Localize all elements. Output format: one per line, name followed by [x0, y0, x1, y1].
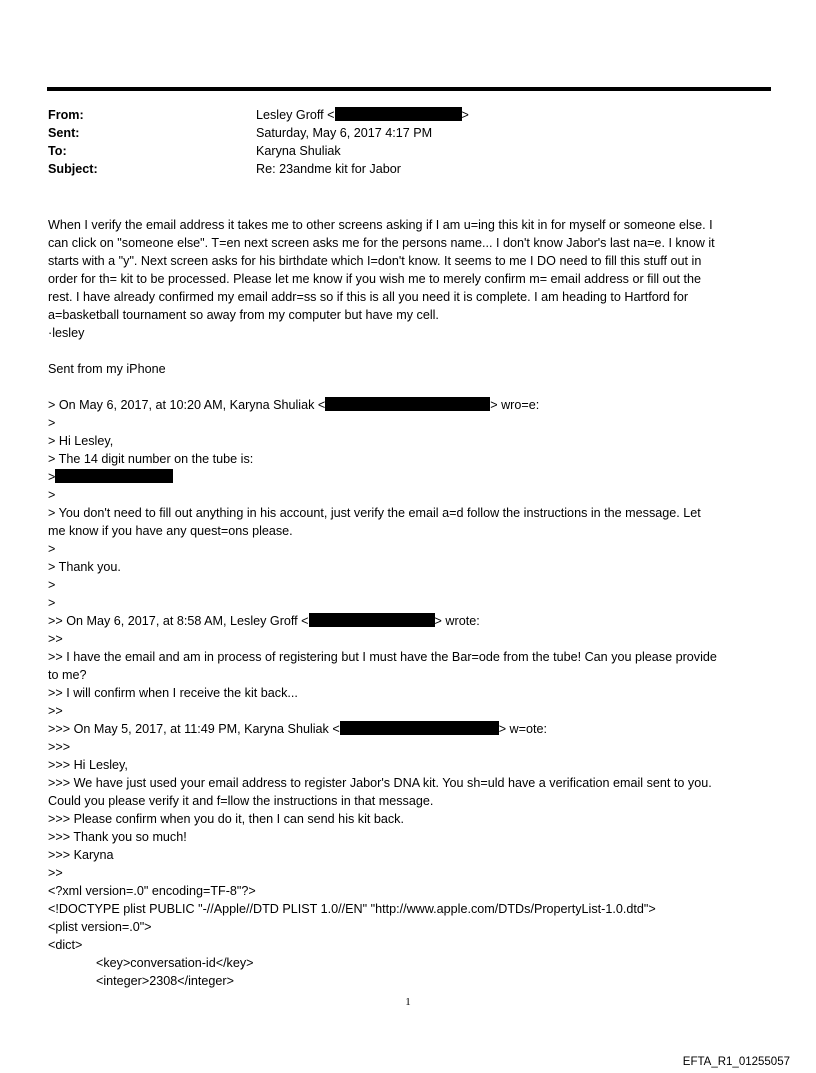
message-paragraph — [48, 216, 770, 342]
sent-label: Sent: — [48, 126, 80, 140]
body-line: When I verify the email address it takes me to other screens asking if I am u=ing this kit in for myself or someone else. I — [48, 218, 713, 232]
to-label: To: — [48, 144, 67, 158]
quote-line: me know if you have any quest=ons please. — [48, 524, 293, 538]
quote-line: >> I have the email and am in process of registering but I must have the Bar=ode from the tube! Can you please provide — [48, 650, 717, 664]
xml-line: <integer>2308</integer> — [96, 974, 234, 988]
quote1-pre: > On May 6, 2017, at 10:20 AM, Karyna Shuliak < — [48, 398, 326, 412]
from-close: > — [461, 108, 469, 122]
quote3-header — [48, 720, 770, 738]
quote-line: > The 14 digit number on the tube is: — [48, 452, 254, 466]
quote1-header — [48, 396, 770, 414]
from-row — [48, 106, 469, 124]
quote-line: >> — [48, 704, 63, 718]
sent-row — [48, 124, 469, 142]
quote-line: >> I will confirm when I receive the kit back... — [48, 686, 298, 700]
quote3-pre: >>> On May 5, 2017, at 11:49 PM, Karyna Shuliak < — [48, 722, 340, 736]
email-header — [48, 106, 469, 178]
xml-line: <?xml version=.0" encoding=TF-8"?> — [48, 884, 256, 898]
quote-line: to me? — [48, 668, 87, 682]
body-line: rest. I have already confirmed my email addr=ss so if this is all you need it is complete. I am heading to Hartford for — [48, 290, 689, 304]
body-line: order for th= kit to be processed. Please let me know if you wish me to merely confirm m= email address or fill out the — [48, 272, 702, 286]
quote-line: >>> Karyna — [48, 848, 114, 862]
quote2-post: > wrote: — [434, 614, 480, 628]
quote-line: >>> Hi Lesley, — [48, 758, 128, 772]
from-name: Lesley Groff < — [256, 108, 335, 122]
quote-line: >> — [48, 632, 63, 646]
quote-line: >>> Thank you so much! — [48, 830, 187, 844]
body-line: starts with a "y". Next screen asks for his birthdate which I=don't know. It seems to me I DO need to fill this stuff out in — [48, 254, 702, 268]
quote-line: >> — [48, 866, 63, 880]
quote-line: > — [48, 596, 56, 610]
redaction-block — [55, 469, 173, 483]
header-rule — [47, 87, 771, 91]
quote-line: >>> — [48, 740, 71, 754]
sent-value: Saturday, May 6, 2017 4:17 PM — [256, 126, 433, 140]
xml-line: <key>conversation-id</key> — [96, 956, 254, 970]
subject-label: Subject: — [48, 162, 98, 176]
xml-line: <dict> — [48, 938, 83, 952]
quote-line: > Thank you. — [48, 560, 121, 574]
from-value — [256, 106, 469, 124]
xml-line: <!DOCTYPE plist PUBLIC "-//Apple//DTD PLIST 1.0//EN" "http://www.apple.com/DTDs/PropertyList-1.0.dtd"> — [48, 902, 656, 916]
body-line: a=basketball tournament so away from my computer but have my cell. — [48, 308, 439, 322]
quote-line: > — [48, 578, 56, 592]
quote-redacted-line — [48, 468, 770, 486]
bates-stamp: EFTA_R1_01255057 — [682, 1056, 790, 1068]
sent-from-line: Sent from my iPhone — [48, 362, 166, 376]
quote-line: >>> Please confirm when you do it, then I can send his kit back. — [48, 812, 404, 826]
subject-value: Re: 23andme kit for Jabor — [256, 162, 401, 176]
quote3-post: > w=ote: — [498, 722, 548, 736]
quote1-post: > wro=e: — [490, 398, 540, 412]
redaction-block — [335, 107, 462, 121]
xml-line: <plist version=.0"> — [48, 920, 152, 934]
quote2-pre: >> On May 6, 2017, at 8:58 AM, Lesley Groff < — [48, 614, 309, 628]
quote-line: Could you please verify it and f=llow the instructions in that message. — [48, 794, 434, 808]
body-line: can click on "someone else". T=en next screen asks me for the persons name... I don't know Jabor's last na=e. I know it — [48, 236, 715, 250]
from-label: From: — [48, 108, 84, 122]
page-number: 1 — [405, 996, 411, 1008]
body-line: ·lesley — [48, 326, 85, 340]
quote-line: > — [48, 542, 56, 556]
redaction-block — [309, 613, 435, 627]
quote2-header — [48, 612, 770, 630]
to-row — [48, 142, 469, 160]
redaction-block — [340, 721, 499, 735]
quote-line: >>> We have just used your email address to register Jabor's DNA kit. You sh=uld have a verification email sent to you. — [48, 776, 712, 790]
email-body — [48, 216, 770, 990]
quote-line: > Hi Lesley, — [48, 434, 114, 448]
subject-row — [48, 160, 469, 178]
quote-line: > — [48, 416, 56, 430]
quote-line: > — [48, 488, 56, 502]
to-value: Karyna Shuliak — [256, 144, 341, 158]
quote-prefix: > — [48, 470, 56, 484]
quote-line: > You don't need to fill out anything in his account, just verify the email a=d follow the instructions in the message. Let — [48, 506, 701, 520]
redaction-block — [325, 397, 490, 411]
